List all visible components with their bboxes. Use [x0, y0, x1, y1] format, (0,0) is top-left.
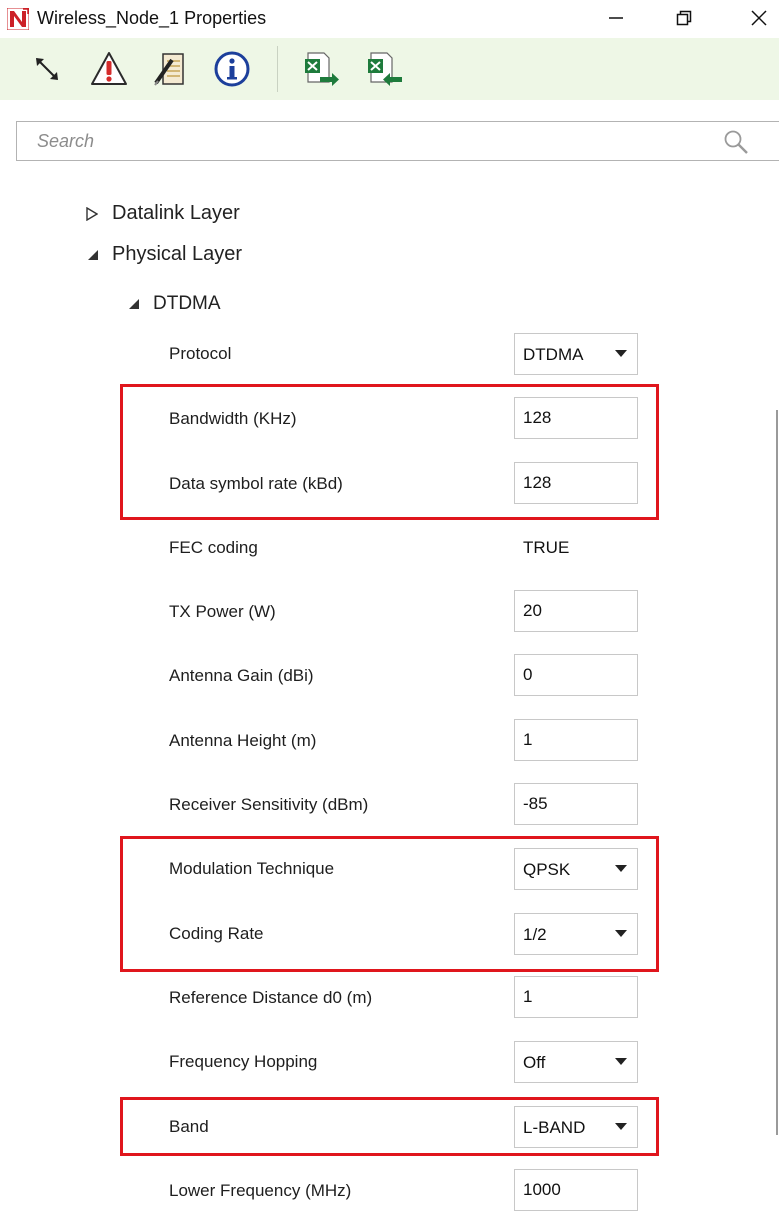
band-select[interactable] [514, 1106, 638, 1148]
frequency-hopping-label: Frequency Hopping [169, 1052, 318, 1071]
band-value: L-BAND [523, 1118, 586, 1137]
scrollbar-thumb[interactable] [776, 410, 778, 1135]
antenna-height-label: Antenna Height (m) [169, 731, 317, 750]
chevron-down-icon [615, 865, 627, 873]
tree-node-label: Datalink Layer [112, 202, 240, 224]
chevron-down-icon [615, 350, 627, 358]
info-icon [213, 50, 251, 88]
fec-coding-label: FEC coding [169, 538, 258, 557]
coding-rate-select[interactable] [514, 913, 638, 955]
expand-arrow-icon[interactable] [84, 206, 100, 222]
frequency-hopping-select[interactable] [514, 1041, 638, 1083]
edit-properties-button[interactable] [148, 47, 194, 91]
fec-coding-value: TRUE [523, 538, 570, 557]
expand-collapse-icon [32, 54, 62, 84]
coding-rate-label: Coding Rate [169, 924, 264, 943]
data-symbol-rate-input[interactable] [514, 462, 638, 504]
reference-distance-label: Reference Distance d0 (m) [169, 988, 373, 1007]
collapse-arrow-icon[interactable] [125, 296, 141, 312]
tree-node-dtdma[interactable] [125, 293, 221, 315]
protocol-value: DTDMA [523, 345, 584, 364]
bandwidth-input[interactable] [514, 397, 638, 439]
chevron-down-icon [615, 1123, 627, 1131]
receiver-sensitivity-input[interactable] [514, 783, 638, 825]
bandwidth-label: Bandwidth (KHz) [169, 409, 297, 428]
band-label: Band [169, 1117, 209, 1136]
expand-collapse-button[interactable] [24, 47, 70, 91]
edit-properties-icon [153, 50, 189, 88]
info-button[interactable] [209, 47, 255, 91]
close-icon [751, 10, 767, 26]
frequency-hopping-value: Off [523, 1053, 546, 1072]
tx-power-input[interactable] [514, 590, 638, 632]
search-input[interactable] [17, 122, 727, 160]
protocol-label: Protocol [169, 344, 232, 363]
excel-export-icon [302, 50, 340, 88]
warning-icon [89, 50, 129, 88]
collapse-arrow-icon[interactable] [84, 247, 100, 263]
window-title: Wireless_Node_1 Properties [37, 8, 267, 28]
search-box [16, 121, 779, 161]
modulation-technique-label: Modulation Technique [169, 859, 335, 878]
modulation-technique-value: QPSK [523, 860, 571, 879]
restore-button[interactable] [664, 4, 704, 32]
app-logo-icon [7, 8, 29, 30]
tree-node-label: DTDMA [153, 293, 221, 314]
excel-import-button[interactable] [361, 47, 407, 91]
antenna-gain-label: Antenna Gain (dBi) [169, 666, 314, 685]
close-button[interactable] [739, 4, 779, 32]
tree-node-label: Physical Layer [112, 243, 243, 265]
chevron-down-icon [615, 930, 627, 938]
protocol-select[interactable] [514, 333, 638, 375]
antenna-height-input[interactable] [514, 719, 638, 761]
title-bar [0, 0, 779, 38]
antenna-gain-input[interactable] [514, 654, 638, 696]
lower-frequency-label: Lower Frequency (MHz) [169, 1181, 352, 1200]
minimize-button[interactable] [596, 4, 636, 32]
modulation-technique-select[interactable] [514, 848, 638, 890]
minimize-icon [609, 11, 623, 25]
warnings-button[interactable] [86, 47, 132, 91]
reference-distance-input[interactable] [514, 976, 638, 1018]
lower-frequency-input[interactable] [514, 1169, 638, 1211]
search-icon[interactable] [723, 129, 749, 155]
chevron-down-icon [615, 1058, 627, 1066]
restore-icon [676, 10, 692, 26]
tree-node-physical-layer[interactable] [84, 243, 242, 266]
tree-node-datalink-layer[interactable] [84, 202, 240, 225]
excel-import-icon [365, 50, 403, 88]
toolbar [0, 38, 779, 100]
toolbar-separator [277, 46, 278, 92]
coding-rate-value: 1/2 [523, 925, 547, 944]
tx-power-label: TX Power (W) [169, 602, 276, 621]
data-symbol-rate-label: Data symbol rate (kBd) [169, 474, 343, 493]
receiver-sensitivity-label: Receiver Sensitivity (dBm) [169, 795, 369, 814]
excel-export-button[interactable] [298, 47, 344, 91]
